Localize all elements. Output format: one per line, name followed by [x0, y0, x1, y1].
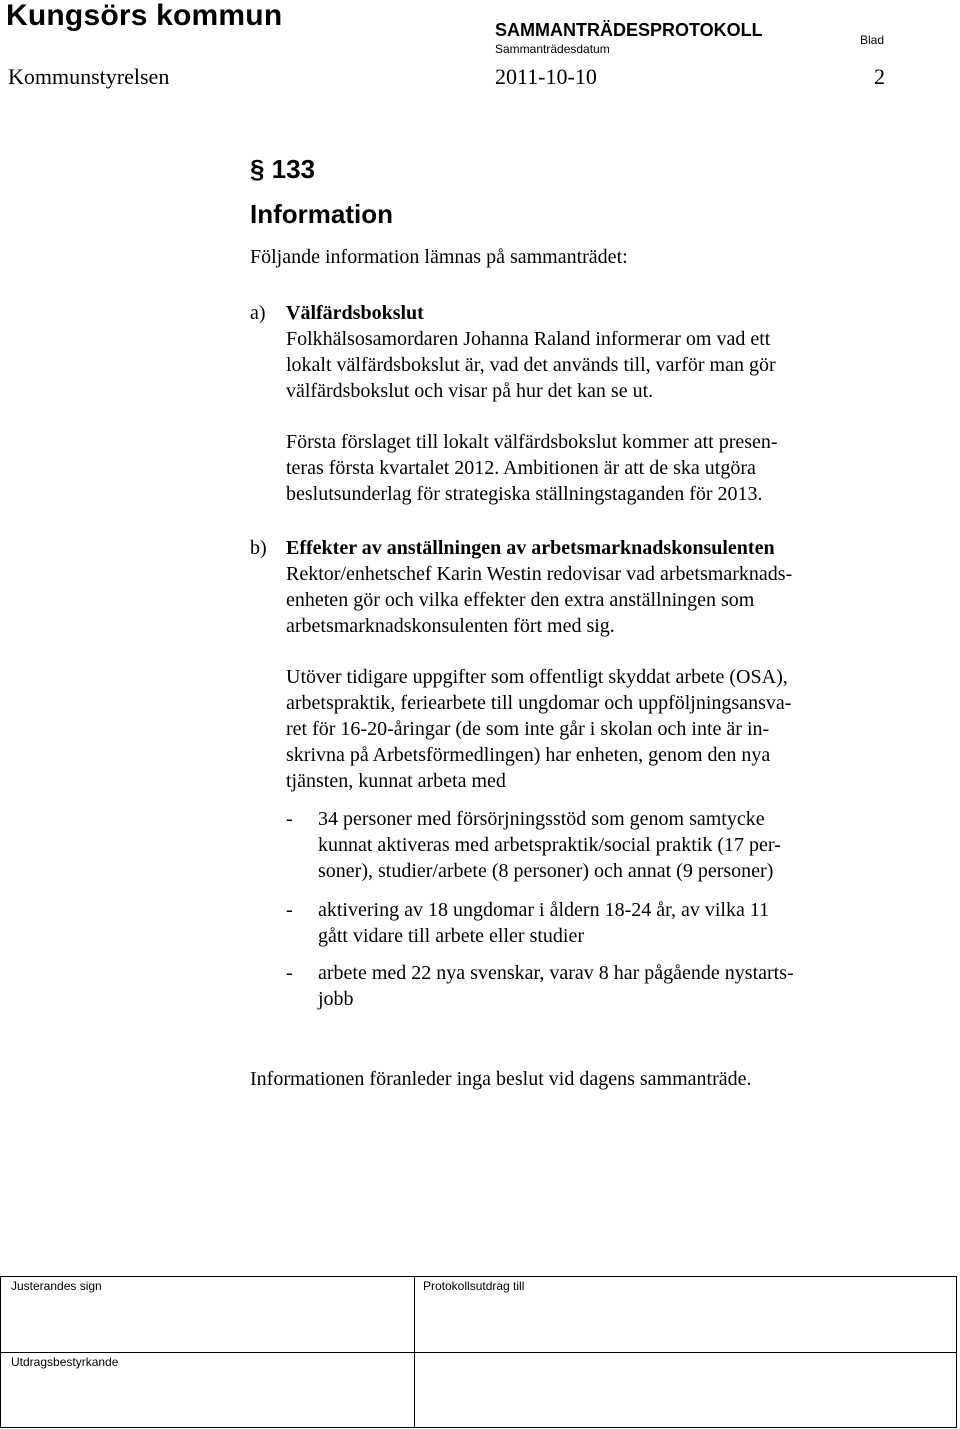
bullet-dash: - — [286, 808, 293, 830]
document-type: SAMMANTRÄDESPROTOKOLL — [495, 20, 763, 40]
table-divider — [1, 1352, 956, 1353]
bullet-line: jobb — [318, 988, 354, 1010]
item-a-line: Första förslaget till lokalt välfärdsbokslut kommer att presen- — [286, 431, 778, 453]
item-b-line: Utöver tidigare uppgifter som offentligt skyddat arbete (OSA), — [286, 666, 788, 688]
meeting-date: 2011-10-10 — [495, 64, 597, 89]
bullet-line: aktivering av 18 ungdomar i åldern 18-24 år, av vilka 11 — [318, 899, 770, 921]
section-title: Information — [250, 199, 393, 229]
committee-name: Kommunstyrelsen — [8, 64, 170, 89]
item-b-heading: Effekter av anställningen av arbetsmarknadskonsulenten — [286, 537, 775, 559]
section-intro: Följande information lämnas på sammanträdet: — [250, 246, 628, 268]
paragraph-number: § 133 — [250, 154, 316, 184]
item-a-heading: Välfärdsbokslut — [286, 302, 424, 324]
item-a-line: teras första kvartalet 2012. Ambitionen är att de ska utgöra — [286, 457, 756, 479]
item-a-line: välfärdsbokslut och visar på hur det kan se ut. — [286, 380, 654, 402]
page-number: 2 — [874, 64, 885, 89]
item-b-line: skrivna på Arbetsförmedlingen) har enheten, genom den nya — [286, 744, 771, 766]
table-divider — [414, 1277, 415, 1427]
date-label: Sammanträdesdatum — [495, 42, 610, 56]
item-a-line: beslutsunderlag för strategiska ställningstaganden för 2013. — [286, 483, 763, 505]
signature-table — [0, 1276, 957, 1428]
bullet-line: 34 personer med försörjningsstöd som genom samtycke — [318, 808, 765, 830]
item-a-line: lokalt välfärdsbokslut är, vad det används till, varför man gör — [286, 354, 776, 376]
protokollsutdrag-label: Protokollsutdrag till — [423, 1279, 525, 1293]
item-b-line: tjänsten, kunnat arbeta med — [286, 770, 506, 792]
page-label: Blad — [860, 33, 885, 47]
bullet-line: arbete med 22 nya svenskar, varav 8 har pågående nystarts- — [318, 962, 794, 984]
bullet-line: soner), studier/arbete (8 personer) och annat (9 personer) — [318, 860, 774, 882]
item-b-line: enheten gör och vilka effekter den extra anställningen som — [286, 589, 755, 611]
bullet-line: kunnat aktiveras med arbetspraktik/social praktik (17 per- — [318, 834, 781, 856]
bullet-dash: - — [286, 962, 293, 984]
bullet-dash: - — [286, 899, 293, 921]
conclusion-text: Informationen föranleder inga beslut vid dagens sammanträde. — [250, 1068, 752, 1090]
organization-name: Kungsörs kommun — [6, 0, 283, 32]
item-b-line: arbetspraktik, feriearbete till ungdomar och uppföljningsansva- — [286, 692, 792, 714]
item-a-line: Folkhälsosamordaren Johanna Raland informerar om vad ett — [286, 328, 771, 350]
item-b-line: ret för 16-20-åringar (de som inte går i skolan och inte är in- — [286, 718, 770, 740]
item-b-line: Rektor/enhetschef Karin Westin redovisar vad arbetsmarknads- — [286, 563, 793, 585]
item-a-marker: a) — [250, 302, 266, 324]
item-b-marker: b) — [250, 537, 267, 559]
utdragsbestyrkande-label: Utdragsbestyrkande — [11, 1355, 119, 1369]
bullet-line: gått vidare till arbete eller studier — [318, 925, 584, 947]
justerandes-sign-label: Justerandes sign — [11, 1279, 102, 1293]
item-b-line: arbetsmarknadskonsulenten fört med sig. — [286, 615, 615, 637]
